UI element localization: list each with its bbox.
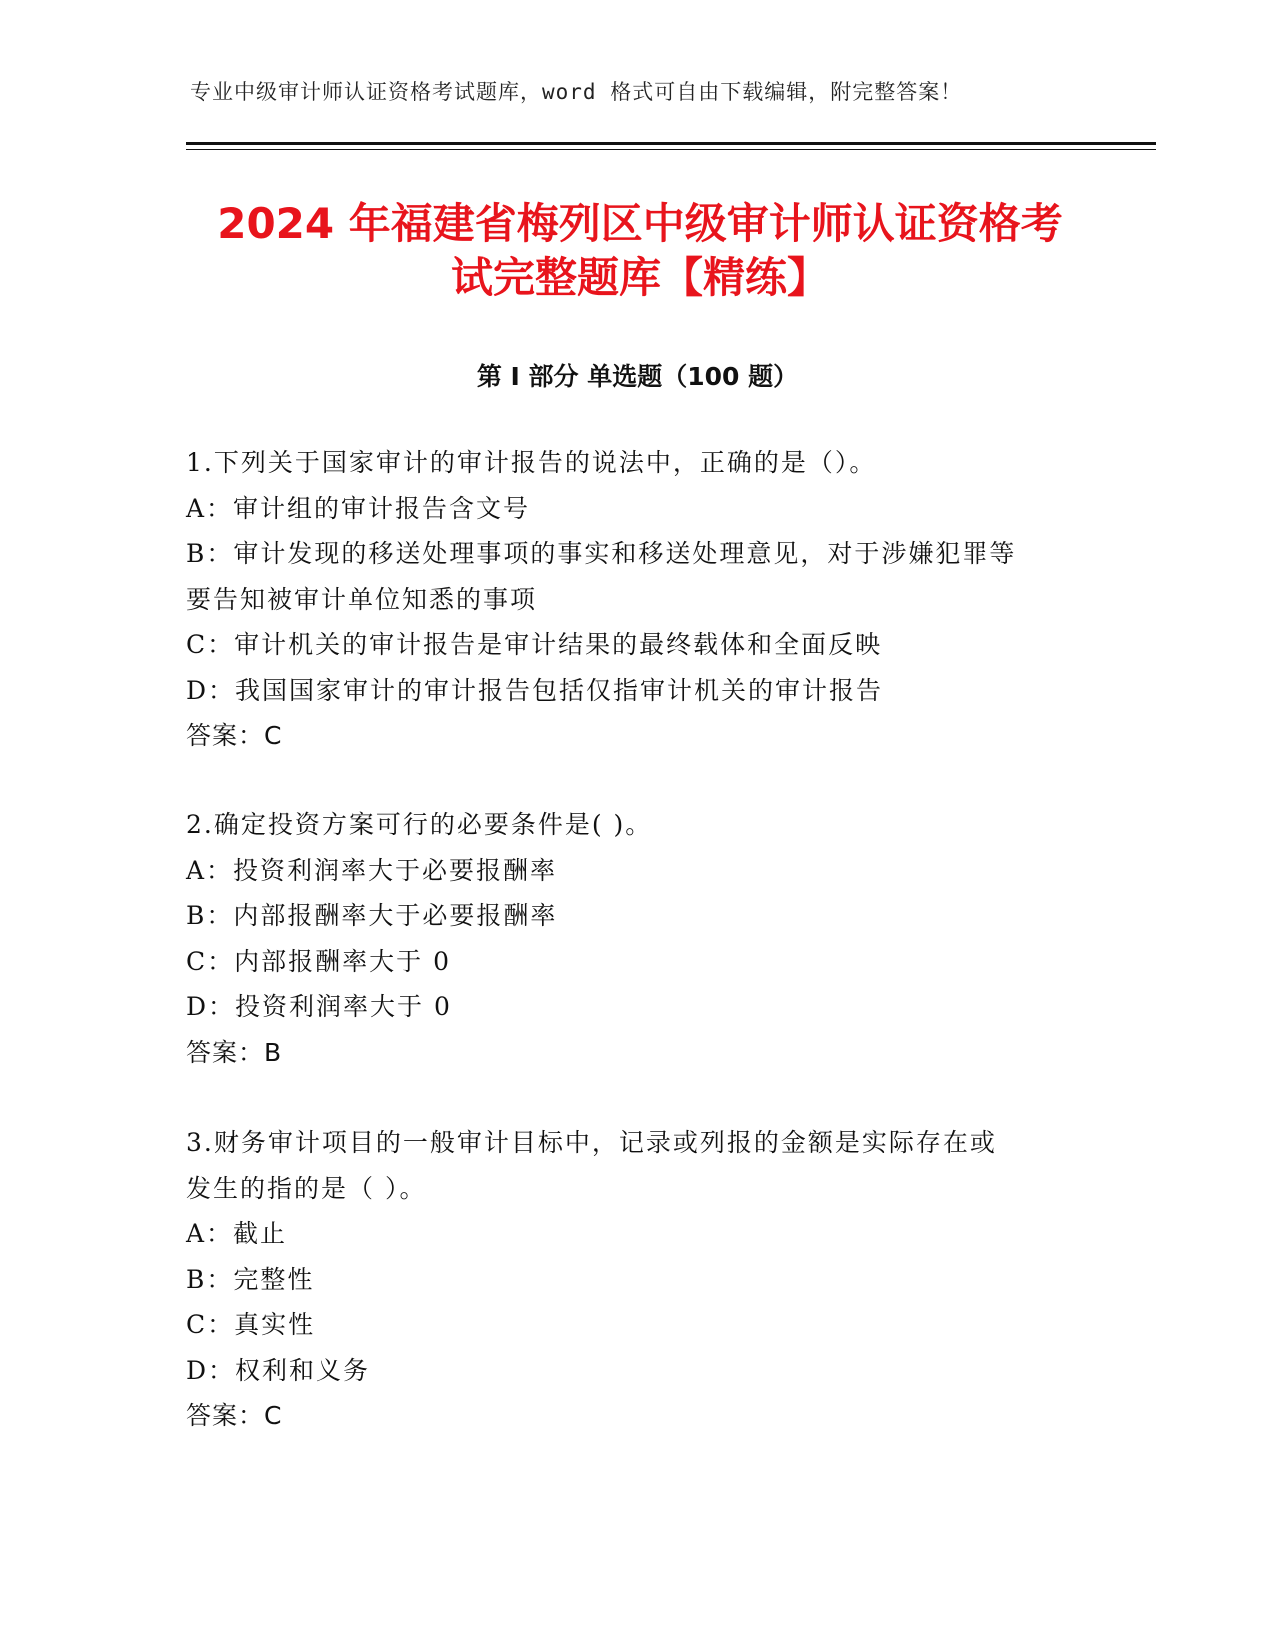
question-3-stem-line-1: 3.财务审计项目的一般审计目标中，记录或列报的金额是实际存在或	[186, 1128, 997, 1157]
question-3-answer: 答案：C	[186, 1401, 283, 1430]
header-divider-thick	[186, 142, 1156, 145]
question-3-stem-line-2: 发生的指的是（ ）。	[186, 1173, 427, 1203]
question-2-option-a: A：投资利润率大于必要报酬率	[186, 855, 558, 885]
question-1-option-b-line-2: 要告知被审计单位知悉的事项	[186, 584, 538, 614]
question-1-option-c: C：审计机关的审计报告是审计结果的最终载体和全面反映	[186, 630, 883, 659]
document-title-line-1: 2024 年福建省梅列区中级审计师认证资格考	[217, 199, 1063, 248]
question-1-option-d: D：我国国家审计的审计报告包括仅指审计机关的审计报告	[186, 675, 884, 705]
header-note: 专业中级审计师认证资格考试题库，word 格式可自由下载编辑，附完整答案！	[190, 80, 963, 104]
question-1-option-a: A：审计组的审计报告含文号	[186, 493, 531, 523]
document-title-line-2: 试完整题库【精练】	[450, 253, 829, 302]
question-2	[186, 802, 1086, 1075]
question-1-answer: 答案：C	[186, 721, 283, 750]
question-1	[186, 440, 1086, 759]
question-2-stem: 2.确定投资方案可行的必要条件是( )。	[186, 810, 653, 839]
question-3-option-c: C：真实性	[186, 1310, 316, 1339]
question-2-option-b: B：内部报酬率大于必要报酬率	[186, 901, 558, 930]
question-1-stem: 1.下列关于国家审计的审计报告的说法中，正确的是（）。	[186, 448, 877, 477]
header-divider-thin	[186, 149, 1156, 150]
question-3-option-a: A：截止	[186, 1219, 288, 1248]
question-2-option-d: D：投资利润率大于 0	[186, 992, 452, 1021]
question-1-option-b	[186, 531, 1086, 622]
question-3-stem	[186, 1120, 1086, 1211]
question-1-option-b-line-1: B：审计发现的移送处理事项的事实和移送处理意见，对于涉嫌犯罪等	[186, 539, 1017, 568]
question-3-option-d: D：权利和义务	[186, 1355, 371, 1385]
section-title: 第 I 部分 单选题（100 题）	[476, 362, 799, 391]
question-2-answer: 答案：B	[186, 1037, 283, 1067]
document-title	[160, 197, 1120, 305]
question-3-option-b: B：完整性	[186, 1264, 315, 1294]
question-2-option-c: C：内部报酬率大于 0	[186, 946, 451, 976]
question-3	[186, 1120, 1086, 1439]
